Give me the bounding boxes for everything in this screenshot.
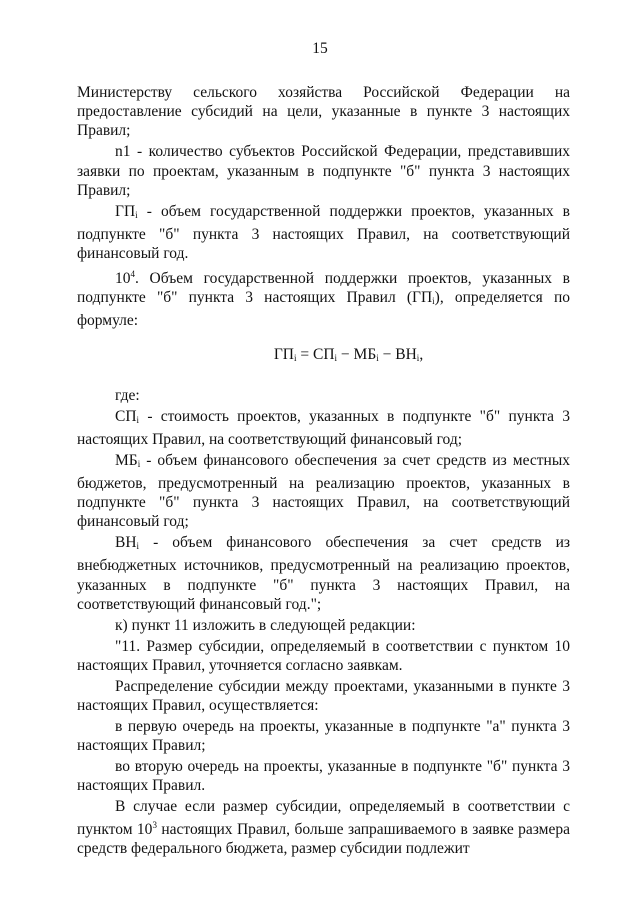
definition-sp xyxy=(77,407,570,449)
def-text: - объем финансового обеспечения за счет средств из местных бюджетов, предусмотренный на реализацию проектов, указанных в подпункте "б" пункта 3 настоящих Правил, на соответствующий финансовый год; xyxy=(77,451,570,531)
formula-comma: , xyxy=(419,345,424,363)
definition-mb xyxy=(77,451,570,532)
formula-equals: = xyxy=(300,345,310,363)
definition-vn xyxy=(77,533,570,614)
clause-number: 10 xyxy=(115,269,131,287)
def-symbol: ВН xyxy=(115,534,137,552)
subscript-i: i xyxy=(135,209,138,220)
symbol-gp: ГП xyxy=(115,202,136,220)
formula-minus: − xyxy=(340,345,350,363)
if-case-tail: настоящих Правил, больше запрашиваемого в заявке размера средств федерального бюджета, размер субсидии подлежит xyxy=(77,821,570,858)
document-body xyxy=(77,83,570,860)
formula-mb: МБ xyxy=(353,345,377,363)
where-label: где: xyxy=(115,386,140,404)
formula-sp: СП xyxy=(312,345,335,363)
def-subscript: i xyxy=(137,458,141,469)
paragraph-gpi xyxy=(77,202,570,264)
if-case-superscript: 3 xyxy=(152,820,157,831)
paragraph-k: к) пункт 11 изложить в следующей редакции: xyxy=(115,616,416,634)
gpi-text: - объем государственной поддержки проектов, указанных в подпункте "б" пункта 3 настоящих Правил, на соответствующий финансовый год. xyxy=(77,202,570,262)
def-subscript: i xyxy=(136,541,140,552)
def-text: - стоимость проектов, указанных в подпункте "б" пункта 3 настоящих Правил, на соответствующий финансовый год; xyxy=(77,407,570,448)
def-symbol: СП xyxy=(115,407,137,425)
paragraph-11: "11. Размер субсидии, определяемый в соответствии с пунктом 10 настоящих Правил, уточняется согласно заявкам. xyxy=(77,637,570,674)
subscript-i: i xyxy=(432,296,435,307)
clause-tail: ), определяется по формуле: xyxy=(77,289,570,330)
paragraph-10-4 xyxy=(77,265,570,331)
formula-gp: ГП xyxy=(273,345,294,363)
formula-minus: − xyxy=(382,345,392,363)
paragraph-first-priority: в первую очередь на проекты, указанные в подпункте "а" пункта 3 настоящих Правил; xyxy=(77,717,570,754)
clause-text: . Объем государственной поддержки проектов, указанных в подпункте "б" пункта 3 настоящих Правил (ГП xyxy=(77,269,570,307)
formula-sub: i xyxy=(334,352,338,363)
formula-sub: i xyxy=(293,352,297,363)
def-symbol: МБ xyxy=(115,451,138,469)
paragraph-distribution: Распределение субсидии между проектами, указанными в пункте 3 настоящих Правил, осуществляется: xyxy=(77,677,570,714)
paragraph-second-priority: во вторую очередь на проекты, указанные в подпункте "б" пункта 3 настоящих Правил. xyxy=(77,757,570,795)
def-text: - объем финансового обеспечения за счет средств из внебюджетных источников, предусмотренный на реализацию проектов, указанных в подпункте "б" пункта 3 настоящих Правил, на соответствующий финансовый год."; xyxy=(77,534,570,613)
clause-superscript: 4 xyxy=(130,268,135,279)
formula-sub: i xyxy=(376,352,379,363)
paragraph-ministry: Министерству сельского хозяйства Российской Федерации на предоставление субсидий на цели, указанные в пункте 3 настоящих Правил; xyxy=(77,84,570,140)
def-subscript: i xyxy=(136,414,140,425)
paragraph-n1: n1 - количество субъектов Российской Федерации, представивших заявки по проектам, указанным в подпункте "б" пункта 3 настоящих Правил; xyxy=(77,143,570,199)
if-case-text: В случае если размер субсидии, определяемый в соответствии с пунктом 10 xyxy=(77,797,570,839)
paragraph-if-case xyxy=(77,797,570,859)
formula xyxy=(77,345,570,368)
formula-vn: ВН xyxy=(395,345,417,363)
formula-sub: i xyxy=(416,352,420,363)
page-number: 15 xyxy=(312,40,328,57)
